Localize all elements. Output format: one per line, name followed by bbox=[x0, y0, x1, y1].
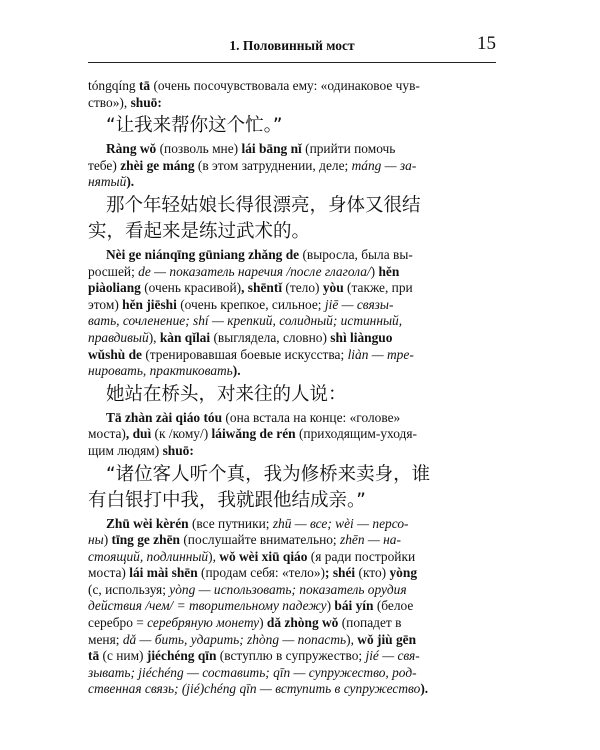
pinyin-term: dǎ zhòng wǒ bbox=[266, 615, 339, 631]
gloss-paragraph bbox=[88, 141, 498, 191]
chinese-text: “让我来帮你这个忙。” bbox=[106, 115, 283, 137]
gloss-text: (выросла, была вы- росшей; bbox=[88, 246, 413, 279]
gloss-note: серебряную монету bbox=[147, 615, 260, 631]
gloss-text: ) bbox=[326, 598, 335, 614]
gloss-note: de — показатель наречия /после глагола/ bbox=[138, 263, 371, 279]
chinese-text: 她站在桥头，对来往的人说： bbox=[106, 383, 347, 405]
gloss-text: (белое серебро = bbox=[88, 598, 414, 631]
chinese-text: 那个年轻姑娘长得很漂亮，身体又很结 实，看起来是练过武术的。 bbox=[88, 194, 421, 242]
gloss-text: (в этом затруднении, деле; bbox=[194, 157, 352, 173]
gloss-paragraph bbox=[88, 247, 498, 380]
gloss-text: (я ради постройки моста) bbox=[88, 548, 416, 581]
page-header bbox=[88, 34, 496, 63]
pinyin-term: hěn jiēshi bbox=[122, 296, 177, 312]
gloss-text: ), bbox=[346, 631, 358, 647]
pinyin-term: shuō: bbox=[130, 94, 162, 110]
gloss-text: (тренировавшая боевые искусства; bbox=[141, 346, 348, 362]
pinyin-term: hěn piàoliang bbox=[88, 263, 400, 296]
gloss-text: ), bbox=[148, 329, 160, 345]
pinyin-term: zhèi ge máng bbox=[120, 157, 195, 173]
pinyin-term: ). bbox=[232, 363, 241, 379]
pinyin-term: shuō: bbox=[162, 442, 194, 458]
gloss-text: (также, при этом) bbox=[88, 280, 413, 312]
gloss-text: (послушайте внимательно; bbox=[179, 532, 341, 548]
gloss-paragraph bbox=[88, 78, 498, 111]
pinyin-term: lái mài shēn bbox=[129, 565, 198, 581]
gloss-note: máng — за- нятый bbox=[88, 157, 417, 190]
pinyin-term: lái bāng nǐ bbox=[241, 141, 302, 157]
page-body bbox=[88, 78, 498, 698]
gloss-text: (с ним) bbox=[99, 648, 147, 664]
gloss-note: yòng — использовать; показатель орудия действия /чем/ = творительному падежу bbox=[88, 581, 407, 614]
pinyin-term: shì liànguo wǔshù de bbox=[88, 329, 393, 362]
pinyin-term: Ràng wǒ bbox=[106, 141, 157, 157]
chinese-text: “诸位客人听个真，我为修桥来卖身，谁 有白银打中我，我就跟他结成亲。” bbox=[88, 463, 431, 511]
gloss-text: (к /кому/) bbox=[151, 426, 212, 442]
gloss-text: (попадет в меня; bbox=[88, 615, 402, 647]
pinyin-term: Zhū wèi kèrén bbox=[106, 515, 189, 531]
pinyin-term: yòng bbox=[389, 565, 418, 581]
page-number: 15 bbox=[477, 33, 496, 54]
pinyin-term: yòu bbox=[322, 280, 344, 296]
pinyin-term: ). bbox=[126, 174, 135, 190]
gloss-text: ) bbox=[103, 532, 112, 548]
gloss-paragraph bbox=[88, 410, 498, 460]
pinyin-term: tā bbox=[138, 78, 151, 93]
pinyin-term: wǒ wèi xiū qiáo bbox=[219, 548, 308, 564]
gloss-text: (выглядела, словно) bbox=[210, 329, 331, 345]
gloss-note: dǎ — бить, ударить; zhòng — попасть bbox=[122, 631, 347, 647]
pinyin-term: bái yín bbox=[334, 598, 374, 614]
pinyin-term: kàn qǐlai bbox=[159, 329, 211, 345]
pinyin-term: Nèi ge niánqīng gūniang zhǎng de bbox=[106, 246, 300, 262]
gloss-text: (прийти помочь тебе) bbox=[88, 141, 396, 173]
gloss-text: (с, используя; bbox=[88, 581, 170, 597]
pinyin-term: , duì bbox=[125, 426, 152, 442]
gloss-text: (приходящим-уходя- щим людям) bbox=[88, 426, 417, 458]
pinyin-term: Tā zhàn zài qiáo tóu bbox=[106, 409, 223, 425]
pinyin-term: wǒ jiù gēn tā bbox=[88, 631, 417, 664]
pinyin-term: ). bbox=[420, 681, 429, 697]
chapter-title: 1. Половинный мост bbox=[229, 38, 355, 53]
gloss-text: (тело) bbox=[282, 280, 323, 296]
gloss-text: (очень крепкое, сильное; bbox=[176, 296, 325, 312]
gloss-text: ) bbox=[259, 615, 267, 631]
gloss-text: ), bbox=[208, 548, 220, 564]
gloss-text: (продам себя: «тело») bbox=[197, 565, 326, 581]
pinyin-term: , shēntǐ bbox=[241, 280, 283, 296]
pinyin-term: láiwǎng de rén bbox=[211, 426, 296, 442]
pinyin-term: tīng ge zhēn bbox=[111, 532, 180, 548]
gloss-text: tóngqíng bbox=[88, 78, 139, 93]
gloss-text: (кто) bbox=[355, 565, 390, 581]
gloss-text: (вступлю в супружество; bbox=[216, 648, 366, 664]
gloss-note: zhū — все; wèi — персо- ны bbox=[88, 515, 409, 548]
gloss-note: zhēn — на- стоящий, подлинный bbox=[88, 532, 401, 564]
gloss-text: (очень красивой) bbox=[140, 280, 242, 296]
gloss-text: (все путники; bbox=[188, 515, 273, 531]
gloss-text: (позволь мне) bbox=[156, 141, 242, 157]
pinyin-term: ; shéi bbox=[325, 565, 356, 581]
gloss-note: liàn — тре- нировать, практиковать bbox=[88, 346, 414, 379]
gloss-text: (очень посочувствовала ему: «одинаковое чув- ство»), bbox=[88, 78, 420, 110]
gloss-text: (она встала на конце: «голове» моста) bbox=[88, 409, 401, 442]
gloss-paragraph bbox=[88, 516, 498, 699]
gloss-note: jié — свя- зывать; jiéchéng — составить; qīn — супружество, род- ственная связь; (jié)chéng qīn — вступить в супружество bbox=[88, 648, 421, 697]
gloss-text: ) bbox=[370, 263, 379, 279]
gloss-note: jiē — связы- вать, сочленение; shí — крепкий, солидный; истинный, правдивый bbox=[88, 296, 403, 345]
pinyin-term: jiéchéng qīn bbox=[146, 648, 217, 664]
